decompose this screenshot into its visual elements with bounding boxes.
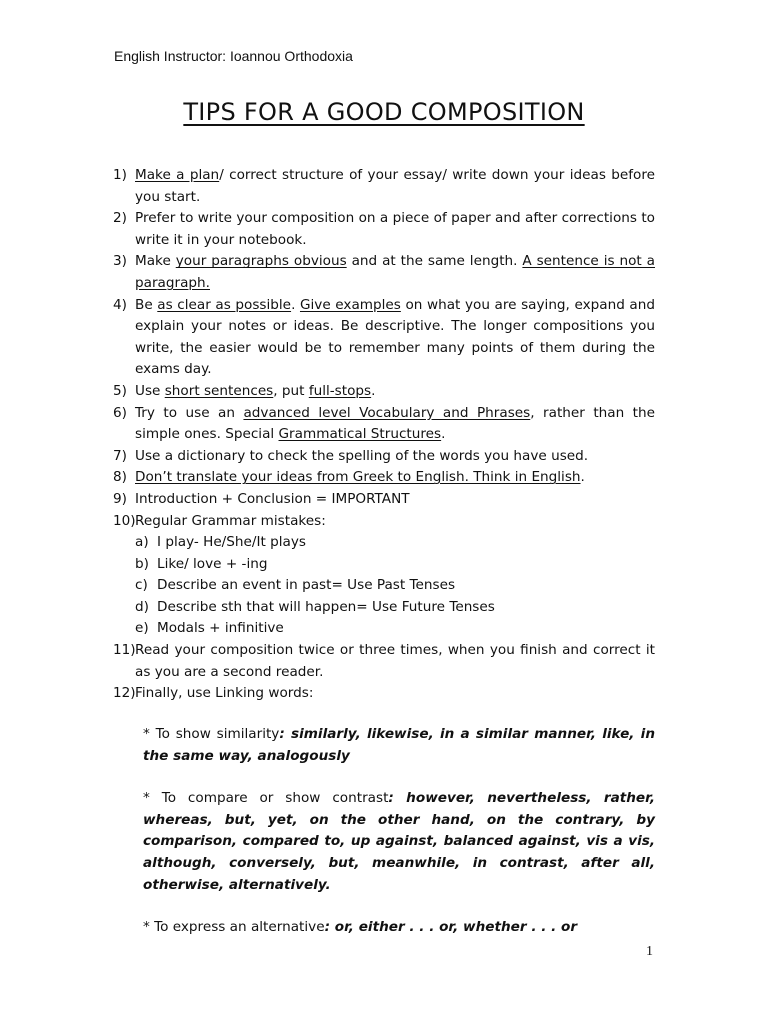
list-item — [113, 251, 655, 294]
colon: : — [279, 726, 292, 742]
text-segment: on what you are saying, expand and explain your notes or ideas. Be descriptive. The longer compositions you write, the easier would be to remember many points of them during the exams day. — [135, 296, 655, 378]
text-segment: Use — [135, 382, 165, 399]
underlined-phrase: your paragraphs obvious — [175, 253, 347, 270]
text-segment: . — [291, 296, 300, 313]
item-number: 4) — [113, 296, 127, 313]
item-number: 5) — [113, 382, 127, 399]
list-item — [113, 381, 655, 403]
sub-item-letter: a) — [135, 534, 149, 551]
similarity-words: similarly, likewise, in a similar manner, like, in the same way, analogously — [143, 726, 656, 764]
list-item — [113, 467, 655, 489]
item-text: Finally, use Linking words: — [135, 685, 314, 702]
text-segment: Try to use an — [135, 404, 244, 421]
sub-item-letter: c) — [135, 577, 148, 594]
underlined-phrase: Give examples — [299, 296, 401, 313]
item-number: 7) — [113, 447, 127, 464]
sub-item-letter: e) — [135, 620, 149, 637]
list-item — [113, 165, 655, 208]
item-number: 8) — [113, 469, 127, 486]
item-text: Prefer to write your composition on a piece of paper and after corrections to write it in your notebook. — [135, 210, 655, 248]
list-item — [113, 683, 655, 705]
underlined-phrase: advanced level Vocabulary and Phrases — [243, 404, 531, 421]
text-segment: , rather than the simple ones. Special — [135, 404, 655, 443]
sub-item-text: I play- He/She/It plays — [157, 534, 306, 551]
instructor-header: English Instructor: Ioannou Orthodoxia — [114, 48, 353, 64]
sub-item-text: Describe an event in past= Use Past Tenses — [157, 577, 456, 594]
item-number: 1) — [113, 167, 127, 183]
sub-list-item — [113, 575, 655, 597]
similarity-paragraph — [113, 724, 655, 767]
alternative-words: or, either . . . or, whether . . . or — [334, 919, 578, 936]
item-text — [135, 467, 655, 489]
list-item — [113, 403, 655, 446]
underlined-phrase: full-stops — [308, 382, 372, 399]
similarity-lead: * To show similarity — [143, 726, 280, 742]
page-number: 1 — [646, 944, 653, 959]
text-segment: . — [441, 426, 446, 443]
list-item — [113, 640, 655, 683]
alternative-paragraph — [113, 917, 655, 939]
colon: : — [324, 919, 335, 936]
contrast-lead: * To compare or show contrast — [143, 790, 389, 807]
item-text: Read your composition twice or three times, when you finish and correct it as you are a second reader. — [135, 642, 655, 680]
sub-list-item — [113, 618, 655, 640]
item-text — [135, 403, 655, 446]
sub-item-text: Describe sth that will happen= Use Future Tenses — [157, 598, 495, 615]
item-number: 3) — [113, 253, 127, 270]
sub-list-item — [113, 554, 655, 576]
item-number: 12) — [113, 685, 136, 702]
item-number: 6) — [113, 404, 127, 421]
sub-list-item — [113, 532, 655, 554]
sub-item-text: Modals + infinitive — [157, 620, 284, 637]
colon: : — [388, 790, 407, 807]
list-item — [113, 511, 655, 533]
text-segment: / correct structure of your essay/ write down your ideas before you start. — [135, 167, 655, 205]
list-item — [113, 446, 655, 468]
contrast-paragraph — [113, 788, 655, 896]
item-text: Introduction + Conclusion = IMPORTANT — [135, 490, 410, 507]
tips-list — [113, 165, 655, 705]
underlined-phrase: Don’t translate your ideas from Greek to English. Think in English — [135, 469, 581, 486]
item-text — [135, 295, 655, 381]
list-item — [113, 208, 655, 251]
text-segment: and at the same length. — [346, 253, 523, 270]
list-item — [113, 295, 655, 381]
title-text: TIPS FOR A GOOD COMPOSITION — [183, 98, 585, 126]
sub-item-text: Like/ love + -ing — [157, 555, 268, 572]
contrast-words: however, nevertheless, rather, whereas, but, yet, on the other hand, on the contrary, by comparison, compared to, up against, balanced against, vis a vis, although, conversely, but, meanwhile, in contrast, after all, otherwise, alternatively. — [143, 790, 656, 893]
linking-words-section — [113, 724, 655, 960]
underlined-phrase: Grammatical Structures — [278, 426, 442, 443]
text-segment: , put — [273, 382, 309, 399]
item-number: 10) — [113, 512, 136, 529]
underlined-phrase: short sentences — [164, 382, 274, 399]
underlined-phrase: Make a plan — [135, 167, 220, 183]
sub-item-letter: d) — [135, 598, 149, 615]
item-text — [135, 165, 655, 208]
sub-item-letter: b) — [135, 555, 149, 572]
page-title — [0, 98, 768, 126]
list-item — [113, 489, 655, 511]
item-number: 2) — [113, 210, 127, 227]
item-text: Regular Grammar mistakes: — [135, 512, 326, 529]
item-number: 11) — [113, 642, 136, 659]
text-segment: . — [371, 382, 376, 399]
text-segment: Be — [135, 296, 158, 313]
item-number: 9) — [113, 490, 127, 507]
text-segment: . — [580, 469, 585, 486]
item-text: Use a dictionary to check the spelling of the words you have used. — [135, 447, 589, 464]
text-segment: Make — [135, 253, 176, 270]
sub-list-item — [113, 597, 655, 619]
underlined-phrase: as clear as possible — [157, 296, 292, 313]
underlined-phrase: A sentence is not a paragraph. — [135, 253, 655, 291]
item-text — [135, 381, 655, 403]
alternative-lead: * To express an alternative — [143, 919, 325, 936]
item-text — [135, 251, 655, 294]
